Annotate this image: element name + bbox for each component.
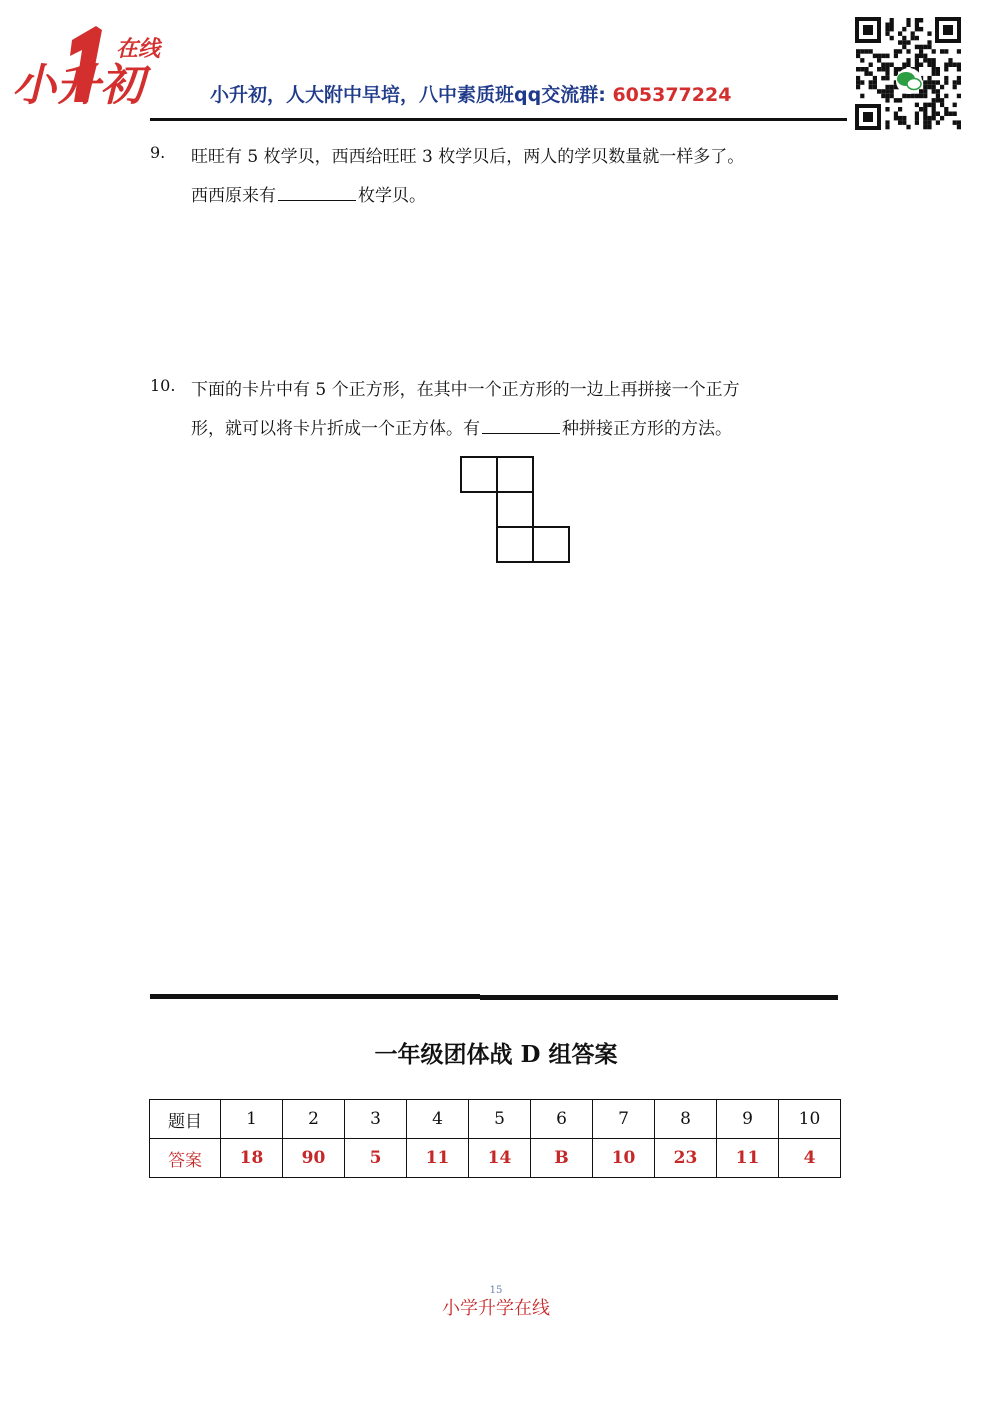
section-divider-left [150,994,480,999]
answer-section-title [0,1036,992,1069]
qq-number: 605377224 [612,84,732,106]
net-square-3 [497,492,533,527]
answer-table [149,1099,841,1178]
question-number-cell: 9 [717,1100,779,1139]
question-number-cell: 8 [655,1100,717,1139]
question-number-cell: 3 [345,1100,407,1139]
question-10-text-after-blank: 种拼接正方形的方法。 [562,419,732,439]
answer-cell: B [531,1139,593,1178]
answer-title-after: 组答案 [540,1042,618,1068]
question-10-text-before-blank: 形，就可以将卡片折成一个正方体。有 [191,419,480,439]
question-number-cell: 7 [593,1100,655,1139]
footer-site-name: 小学升学在线 [442,1298,550,1319]
answer-title-letter: D [520,1041,541,1068]
answer-cell: 23 [655,1139,717,1178]
answer-row [150,1139,841,1178]
question-number-cell: 10 [779,1100,841,1139]
question-number-cell: 6 [531,1100,593,1139]
question-number-cell: 5 [469,1100,531,1139]
logo-text-main: 小升初 [12,60,144,108]
header-info-text: 小升初，人大附中早培，八中素质班qq交流群: [210,84,606,106]
question-10-line-2 [191,414,732,439]
question-number-cell: 2 [283,1100,345,1139]
row-answer-label: 答案 [150,1139,221,1178]
question-9-line-2 [191,181,426,206]
header-divider [150,118,847,121]
net-square-2 [497,457,533,492]
logo-text-small: 在线 [116,37,161,62]
question-number-row [150,1100,841,1139]
section-divider-right [480,995,838,1000]
answer-cell: 11 [717,1139,779,1178]
cube-net-diagram [460,456,570,564]
question-9-answer-blank[interactable] [278,183,356,201]
question-number-cell: 4 [407,1100,469,1139]
question-9-number: 9. [150,143,166,162]
net-square-1 [461,457,497,492]
question-9-text-after-blank: 枚学贝。 [358,186,426,206]
page-number: 15 [489,1285,503,1296]
answer-title-before: 一年级团体战 [374,1042,521,1068]
header-info [210,80,731,107]
answer-cell: 14 [469,1139,531,1178]
answer-cell: 90 [283,1139,345,1178]
net-square-5 [533,527,569,562]
question-number-cell: 1 [221,1100,283,1139]
question-9-line-1: 旺旺有 5 枚学贝，西西给旺旺 3 枚学贝后，两人的学贝数量就一样多了。 [191,147,745,167]
question-10-answer-blank[interactable] [482,416,560,434]
answer-cell: 5 [345,1139,407,1178]
question-10-number: 10. [150,376,176,395]
question-10-line-1: 下面的卡片中有 5 个正方形，在其中一个正方形的一边上再拼接一个正方 [191,380,740,400]
answer-cell: 18 [221,1139,283,1178]
answer-cell: 4 [779,1139,841,1178]
answer-cell: 11 [407,1139,469,1178]
row-header-label: 题目 [150,1100,221,1139]
net-square-4 [497,527,533,562]
qr-code-icon [853,15,963,132]
answer-cell: 10 [593,1139,655,1178]
question-9-text-before-blank: 西西原来有 [191,186,276,206]
site-logo [10,22,175,108]
